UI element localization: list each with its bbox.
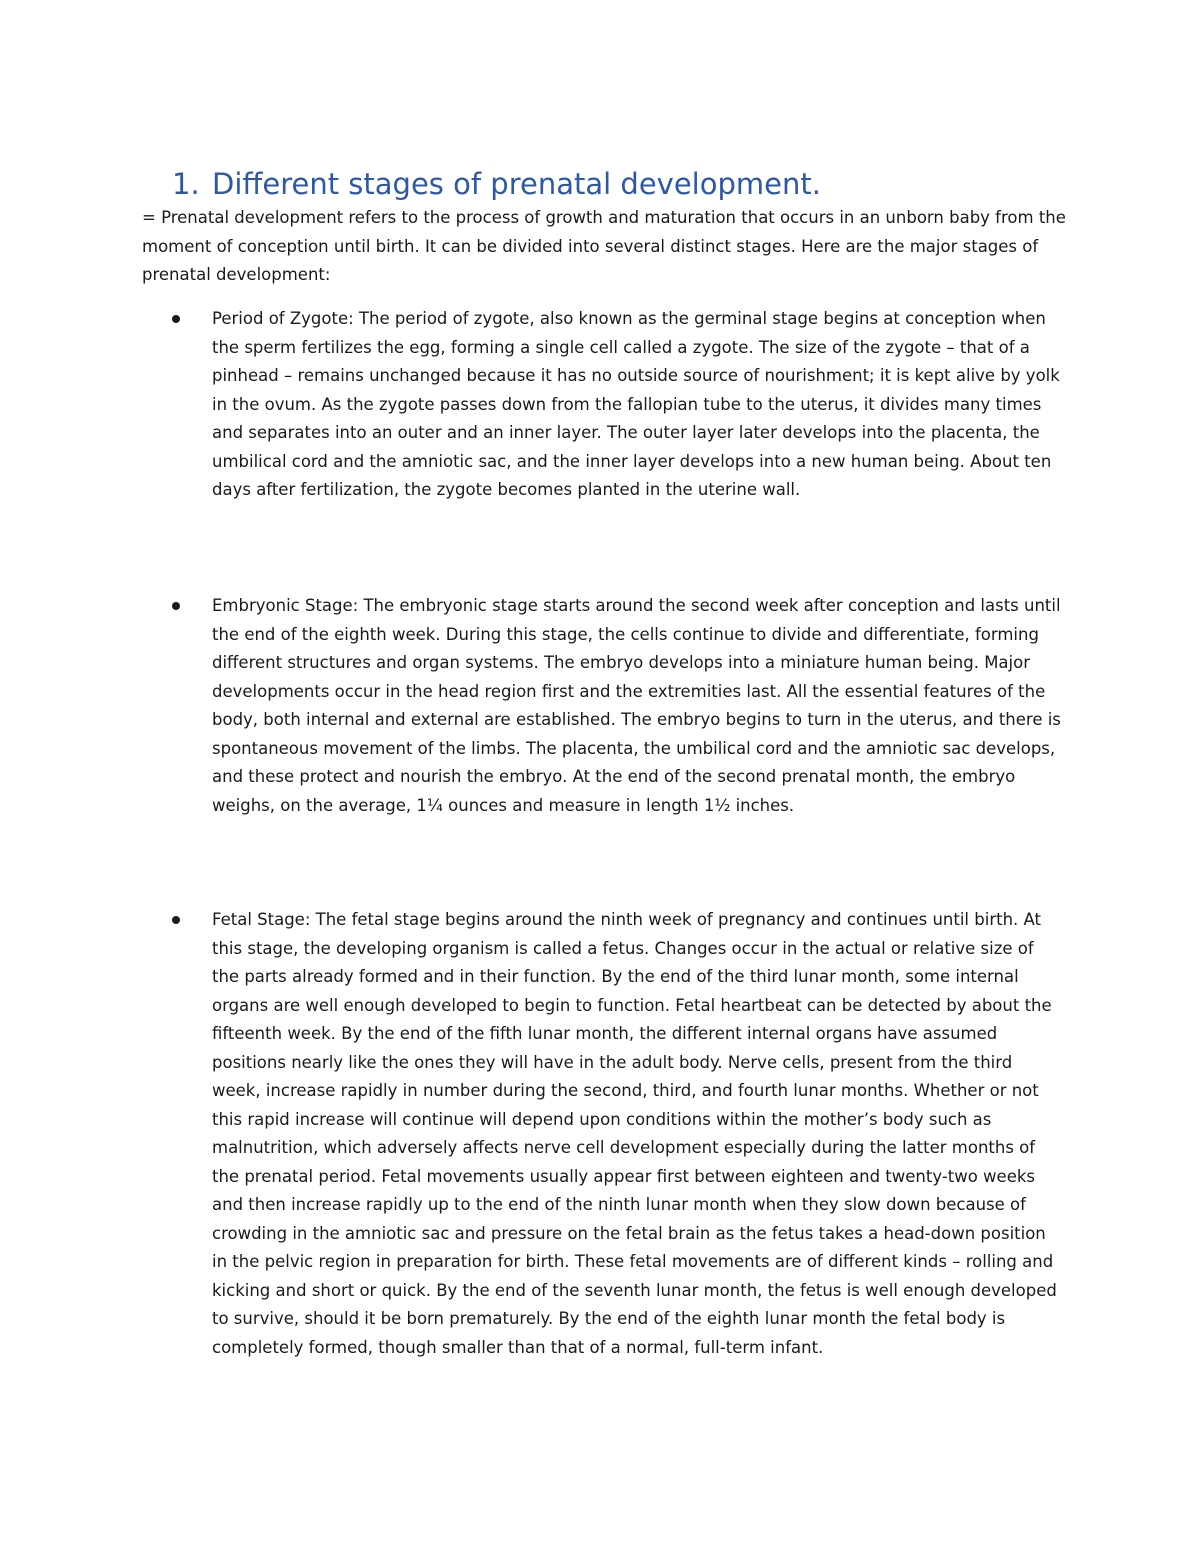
intro-paragraph: = Prenatal development refers to the process of growth and maturation that occurs in an unborn baby from the moment of conception until birth. It can be divided into several distinct stages. Here are the major stages of prenatal development: <box>142 208 1066 284</box>
list-item-embryonic <box>212 592 1062 820</box>
list-item-zygote <box>212 305 1062 505</box>
list-item-fetal <box>212 906 1062 1362</box>
bullet-icon <box>172 916 180 924</box>
stage-text: Embryonic Stage: The embryonic stage starts around the second week after conception and lasts until the end of the eighth week. During this stage, the cells continue to divide and differentiate, forming different structures and organ systems. The embryo develops into a miniature human being. Major developments occur in the head region first and the extremities last. All the essential features of the body, both internal and external are established. The embryo begins to turn in the uterus, and there is spontaneous movement of the limbs. The placenta, the umbilical cord and the amniotic sac develops, and these protect and nourish the embryo. At the end of the second prenatal month, the embryo weighs, on the average, 1¼ ounces and measure in length 1½ inches. <box>212 596 1061 815</box>
heading-number: 1. <box>172 167 200 201</box>
stage-text: Period of Zygote: The period of zygote, also known as the germinal stage begins at conception when the sperm fertilizes the egg, forming a single cell called a zygote. The size of the zygote – that of a pinhead – remains unchanged because it has no outside source of nourishment; it is kept alive by yolk in the ovum. As the zygote passes down from the fallopian tube to the uterus, it divides many times and separates into an outer and an inner layer. The outer layer later develops into the placenta, the umbilical cord and the amniotic sac, and the inner layer develops into a new human being. About ten days after fertilization, the zygote becomes planted in the uterine wall. <box>212 309 1060 499</box>
bullet-icon <box>172 602 180 610</box>
section-heading <box>172 164 821 204</box>
bullet-icon <box>172 315 180 323</box>
stage-text: Fetal Stage: The fetal stage begins around the ninth week of pregnancy and continues until birth. At this stage, the developing organism is called a fetus. Changes occur in the actual or relative size of the parts already formed and in their function. By the end of the third lunar month, some internal organs are well enough developed to begin to function. Fetal heartbeat can be detected by about the fifteenth week. By the end of the fifth lunar month, the different internal organs have assumed positions nearly like the ones they will have in the adult body. Nerve cells, present from the third week, increase rapidly in number during the second, third, and fourth lunar months. Whether or not this rapid increase will continue will depend upon conditions within the mother’s body such as malnutrition, which adversely affects nerve cell development especially during the latter months of the prenatal period. Fetal movements usually appear first between eighteen and twenty-two weeks and then increase rapidly up to the end of the ninth lunar month when they slow down because of crowding in the amniotic sac and pressure on the fetal brain as the fetus takes a head-down position in the pelvic region in preparation for birth. These fetal movements are of different kinds – rolling and kicking and short or quick. By the end of the seventh lunar month, the fetus is well enough developed to survive, should it be born prematurely. By the end of the eighth lunar month the fetal body is completely formed, though smaller than that of a normal, full-term infant. <box>212 910 1057 1357</box>
heading-title: Different stages of prenatal development. <box>212 167 821 201</box>
